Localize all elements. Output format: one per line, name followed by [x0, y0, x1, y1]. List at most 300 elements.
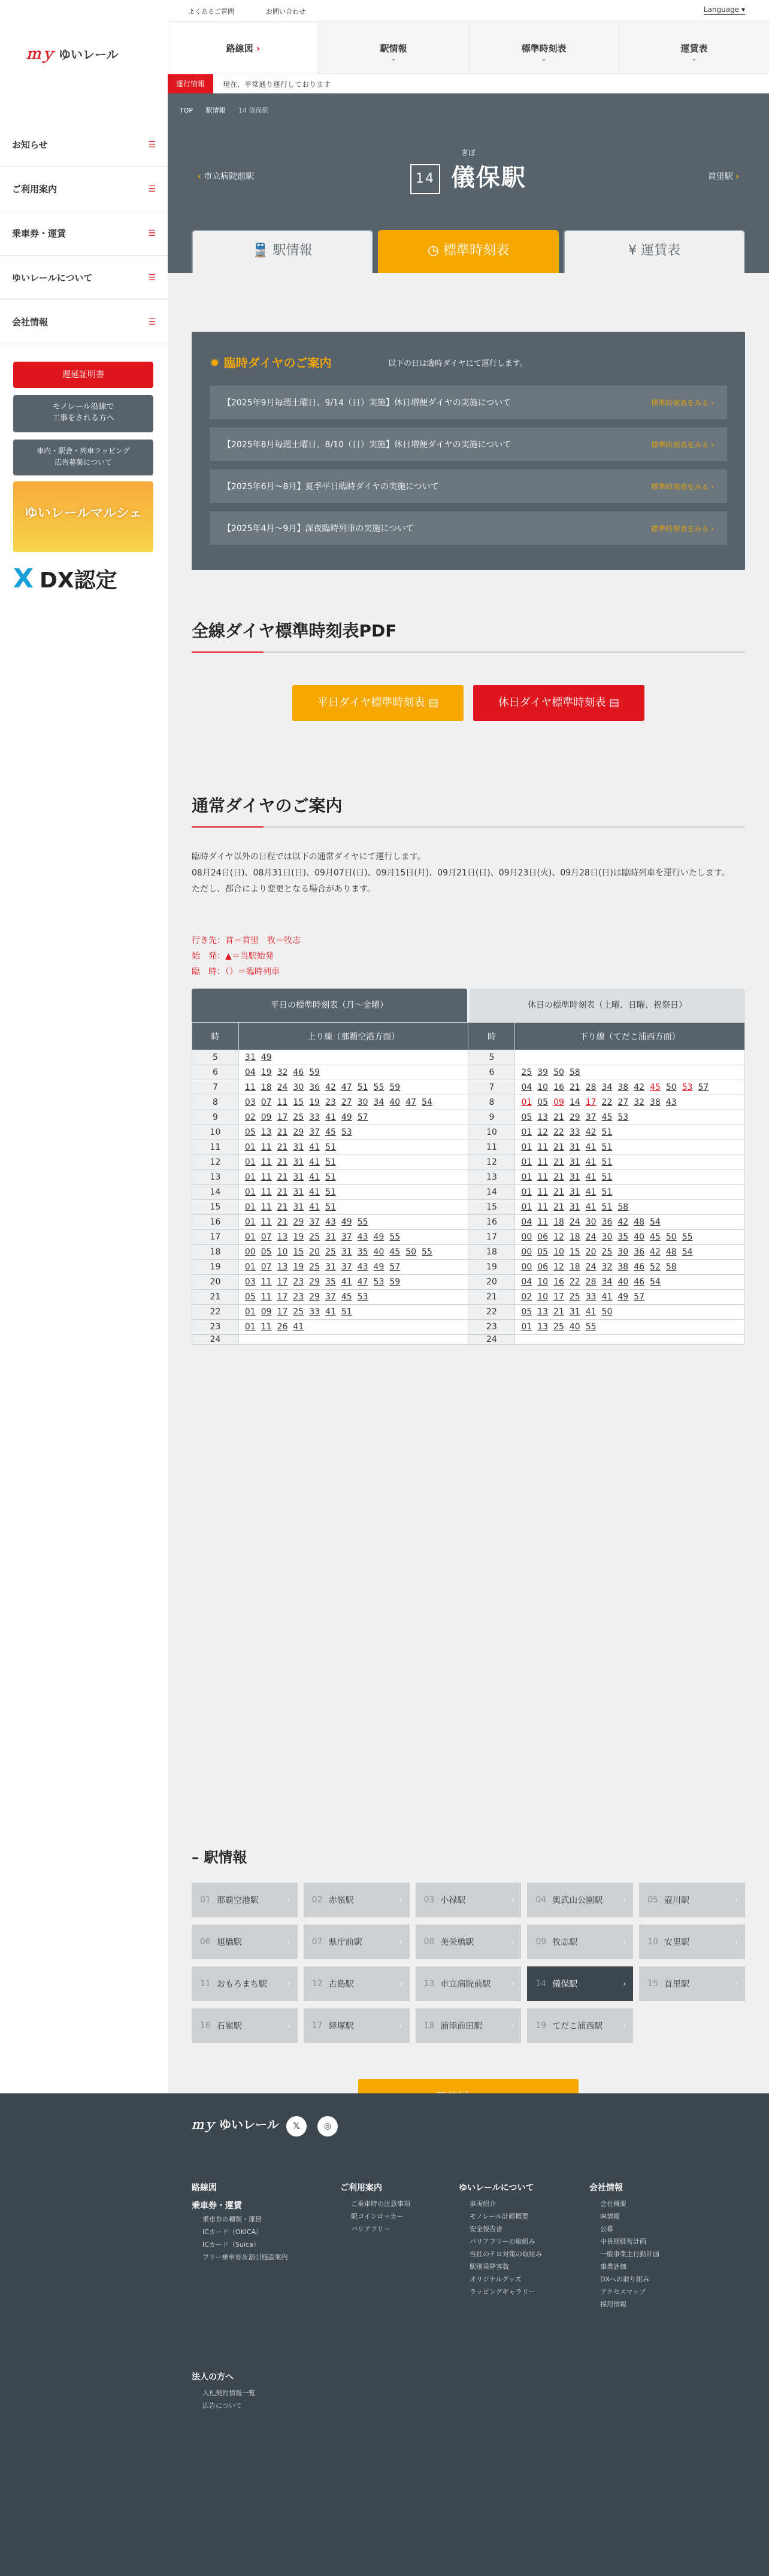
- departure-minute[interactable]: 35: [617, 1232, 629, 1242]
- departure-minute[interactable]: 01: [521, 1172, 532, 1182]
- departure-minute[interactable]: 18: [261, 1083, 272, 1092]
- departure-minute[interactable]: 24: [585, 1232, 597, 1242]
- nav-timetable[interactable]: 標準時刻表 ⌄: [468, 22, 619, 74]
- sidebar-item-company[interactable]: 会社情報 ☰: [0, 300, 168, 344]
- station-card[interactable]: [304, 1883, 410, 1917]
- tab-holiday[interactable]: 休日の標準時刻表（土曜、日曜、祝祭日）: [470, 989, 745, 1022]
- departure-minute[interactable]: 21: [553, 1172, 564, 1182]
- departure-minute[interactable]: 34: [601, 1083, 613, 1092]
- departure-minute[interactable]: 41: [309, 1142, 320, 1152]
- departure-minute[interactable]: 04: [521, 1083, 532, 1092]
- departure-minute[interactable]: 04: [521, 1217, 532, 1227]
- departure-minute[interactable]: 21: [553, 1142, 564, 1152]
- departure-minute[interactable]: 31: [244, 1053, 256, 1062]
- departure-minute[interactable]: 06: [537, 1232, 549, 1242]
- departure-minute[interactable]: 51: [601, 1187, 613, 1197]
- departure-minute[interactable]: 17: [585, 1098, 597, 1107]
- departure-minute[interactable]: 25: [601, 1247, 613, 1257]
- footer-link[interactable]: 公募: [600, 2225, 613, 2233]
- departure-minute[interactable]: 22: [553, 1128, 564, 1137]
- departure-minute[interactable]: 22: [569, 1277, 580, 1287]
- departure-minute[interactable]: 11: [537, 1202, 549, 1212]
- departure-minute[interactable]: 21: [277, 1157, 288, 1167]
- station-card[interactable]: [416, 1966, 522, 2001]
- departure-minute[interactable]: 40: [569, 1322, 580, 1332]
- site-logo[interactable]: ｍｙ ゆいレール: [26, 46, 119, 62]
- footer-link[interactable]: 乗車券・運賃: [192, 2201, 242, 2211]
- departure-minute[interactable]: 03: [244, 1098, 256, 1107]
- ads-button[interactable]: 車内・駅舎・列車ラッピング 広告募集について: [13, 440, 153, 475]
- departure-minute[interactable]: 02: [244, 1113, 256, 1122]
- departure-minute[interactable]: 29: [293, 1128, 304, 1137]
- departure-minute[interactable]: 48: [634, 1217, 645, 1227]
- departure-minute[interactable]: 24: [277, 1083, 288, 1092]
- departure-minute[interactable]: 19: [293, 1232, 304, 1242]
- footer-link[interactable]: 法人の方へ: [192, 2372, 234, 2382]
- footer-link[interactable]: 広告について: [202, 2402, 242, 2410]
- departure-minute[interactable]: 13: [537, 1307, 549, 1317]
- departure-minute[interactable]: 39: [537, 1068, 549, 1077]
- departure-minute[interactable]: 33: [569, 1128, 580, 1137]
- departure-minute[interactable]: 05: [521, 1307, 532, 1317]
- departure-minute[interactable]: 14: [569, 1098, 580, 1107]
- departure-minute[interactable]: 34: [373, 1098, 384, 1107]
- footer-link[interactable]: 駅コインロッカー: [351, 2213, 404, 2220]
- departure-minute[interactable]: 01: [244, 1202, 256, 1212]
- departure-minute[interactable]: 37: [341, 1262, 352, 1272]
- departure-minute[interactable]: 00: [521, 1232, 532, 1242]
- departure-minute[interactable]: 11: [261, 1322, 272, 1332]
- footer-link[interactable]: ICカード（Suica）: [202, 2241, 260, 2248]
- departure-minute[interactable]: 42: [617, 1217, 629, 1227]
- departure-minute[interactable]: 19: [261, 1068, 272, 1077]
- departure-minute[interactable]: 21: [569, 1083, 580, 1092]
- prev-station-link[interactable]: ‹ 市立病院前駅: [198, 172, 255, 181]
- footer-link[interactable]: ゆいレールについて: [459, 2183, 534, 2193]
- departure-minute[interactable]: 31: [569, 1187, 580, 1197]
- footer-link[interactable]: 採用情報: [600, 2301, 626, 2308]
- departure-minute[interactable]: 58: [569, 1068, 580, 1077]
- departure-minute[interactable]: 41: [585, 1172, 597, 1182]
- x-icon[interactable]: 𝕏: [286, 2116, 307, 2136]
- footer-link[interactable]: 一般事業主行動計画: [600, 2250, 659, 2258]
- departure-minute[interactable]: 29: [569, 1113, 580, 1122]
- departure-minute[interactable]: 31: [293, 1202, 304, 1212]
- departure-minute[interactable]: 21: [553, 1113, 564, 1122]
- departure-minute[interactable]: 54: [682, 1247, 693, 1257]
- departure-minute[interactable]: 21: [553, 1202, 564, 1212]
- departure-minute[interactable]: 55: [422, 1247, 432, 1257]
- departure-minute[interactable]: 59: [389, 1083, 401, 1092]
- departure-minute[interactable]: 23: [293, 1292, 304, 1302]
- departure-minute[interactable]: 21: [277, 1172, 288, 1182]
- departure-minute[interactable]: 46: [293, 1068, 304, 1077]
- tab-station-info[interactable]: 🚆 駅情報: [192, 230, 373, 273]
- departure-minute[interactable]: 21: [277, 1142, 288, 1152]
- departure-minute[interactable]: 32: [277, 1068, 288, 1077]
- departure-minute[interactable]: 10: [277, 1247, 288, 1257]
- footer-link[interactable]: フリー乗車券＆割引施設案内: [202, 2253, 288, 2261]
- departure-minute[interactable]: 05: [244, 1128, 256, 1137]
- weekday-pdf-button[interactable]: 平日ダイヤ標準時刻表 ▤: [292, 685, 464, 721]
- station-card[interactable]: [639, 1925, 745, 1959]
- footer-link[interactable]: 乗車券の種類・運賃: [202, 2216, 262, 2223]
- departure-minute[interactable]: 30: [357, 1098, 368, 1107]
- station-card[interactable]: [192, 1925, 298, 1959]
- departure-minute[interactable]: 11: [261, 1157, 272, 1167]
- departure-minute[interactable]: 30: [293, 1083, 304, 1092]
- station-card[interactable]: [639, 1966, 745, 2001]
- departure-minute[interactable]: 47: [341, 1083, 352, 1092]
- departure-minute[interactable]: 00: [521, 1262, 532, 1272]
- departure-minute[interactable]: 07: [261, 1262, 272, 1272]
- departure-minute[interactable]: 43: [357, 1262, 368, 1272]
- departure-minute[interactable]: 47: [405, 1098, 417, 1107]
- tab-weekday[interactable]: 平日の標準時刻表（月〜金曜）: [192, 989, 467, 1022]
- departure-minute[interactable]: 13: [537, 1322, 549, 1332]
- departure-minute[interactable]: 37: [325, 1292, 336, 1302]
- contact-link[interactable]: お問い合わせ: [266, 8, 305, 16]
- departure-minute[interactable]: 21: [277, 1128, 288, 1137]
- nav-station-info[interactable]: 駅情報 ⌄: [318, 22, 468, 74]
- departure-minute[interactable]: 17: [553, 1292, 564, 1302]
- departure-minute[interactable]: 01: [244, 1322, 256, 1332]
- departure-minute[interactable]: 57: [698, 1083, 709, 1092]
- departure-minute[interactable]: 01: [521, 1142, 532, 1152]
- departure-minute[interactable]: 41: [309, 1187, 320, 1197]
- departure-minute[interactable]: 41: [585, 1187, 597, 1197]
- operation-status-label[interactable]: 運行情報: [168, 74, 213, 93]
- temporary-item[interactable]: 【2025年9月毎週土曜日、9/14（日）実施】休日増便ダイヤの実施について 標準時刻表をみる ›: [210, 386, 727, 419]
- departure-minute[interactable]: 43: [357, 1232, 368, 1242]
- departure-minute[interactable]: 53: [682, 1083, 693, 1092]
- departure-minute[interactable]: 25: [569, 1292, 580, 1302]
- departure-minute[interactable]: 45: [325, 1128, 336, 1137]
- departure-minute[interactable]: 01: [244, 1232, 256, 1242]
- departure-minute[interactable]: 23: [293, 1277, 304, 1287]
- departure-minute[interactable]: 45: [650, 1083, 661, 1092]
- departure-minute[interactable]: 38: [617, 1083, 629, 1092]
- departure-minute[interactable]: 42: [650, 1247, 661, 1257]
- departure-minute[interactable]: 34: [601, 1277, 613, 1287]
- temporary-item[interactable]: 【2025年4月～9月】深夜臨時列車の実施について 標準時刻表をみる ›: [210, 511, 727, 545]
- departure-minute[interactable]: 50: [601, 1307, 613, 1317]
- departure-minute[interactable]: 11: [261, 1142, 272, 1152]
- footer-link[interactable]: ご乗車時の注意事項: [351, 2200, 410, 2208]
- dx-banner[interactable]: X DX認定: [13, 563, 117, 594]
- departure-minute[interactable]: 25: [293, 1307, 304, 1317]
- departure-minute[interactable]: 25: [309, 1262, 320, 1272]
- footer-link[interactable]: 当社のテロ対策の取組み: [470, 2250, 542, 2258]
- departure-minute[interactable]: 11: [261, 1277, 272, 1287]
- departure-minute[interactable]: 18: [553, 1217, 564, 1227]
- footer-link[interactable]: バリアフリーの取組み: [470, 2238, 535, 2245]
- holiday-pdf-button[interactable]: 休日ダイヤ標準時刻表 ▤: [473, 685, 644, 721]
- departure-minute[interactable]: 41: [341, 1277, 352, 1287]
- departure-minute[interactable]: 46: [634, 1262, 645, 1272]
- departure-minute[interactable]: 43: [325, 1217, 336, 1227]
- footer-link[interactable]: 車両紹介: [470, 2200, 496, 2208]
- departure-minute[interactable]: 54: [650, 1217, 661, 1227]
- departure-minute[interactable]: 51: [601, 1142, 613, 1152]
- departure-minute[interactable]: 41: [309, 1172, 320, 1182]
- departure-minute[interactable]: 47: [357, 1277, 368, 1287]
- station-card[interactable]: [527, 1966, 633, 2001]
- instagram-icon[interactable]: ◎: [317, 2116, 338, 2136]
- departure-minute[interactable]: 30: [601, 1232, 613, 1242]
- station-card[interactable]: [527, 1925, 633, 1959]
- departure-minute[interactable]: 53: [341, 1128, 352, 1137]
- departure-minute[interactable]: 00: [244, 1247, 256, 1257]
- departure-minute[interactable]: 31: [569, 1202, 580, 1212]
- departure-minute[interactable]: 55: [585, 1322, 597, 1332]
- departure-minute[interactable]: 17: [277, 1307, 288, 1317]
- departure-minute[interactable]: 18: [569, 1262, 580, 1272]
- departure-minute[interactable]: 43: [665, 1098, 677, 1107]
- departure-minute[interactable]: 41: [585, 1157, 597, 1167]
- departure-minute[interactable]: 25: [293, 1113, 304, 1122]
- departure-minute[interactable]: 25: [325, 1247, 336, 1257]
- departure-minute[interactable]: 31: [569, 1172, 580, 1182]
- departure-minute[interactable]: 40: [373, 1247, 384, 1257]
- departure-minute[interactable]: 01: [521, 1187, 532, 1197]
- departure-minute[interactable]: 10: [537, 1292, 549, 1302]
- departure-minute[interactable]: 33: [309, 1113, 320, 1122]
- departure-minute[interactable]: 31: [569, 1157, 580, 1167]
- departure-minute[interactable]: 55: [389, 1232, 401, 1242]
- footer-link[interactable]: 会社概要: [600, 2200, 626, 2208]
- departure-minute[interactable]: 17: [277, 1113, 288, 1122]
- departure-minute[interactable]: 55: [357, 1217, 368, 1227]
- tab-timetable[interactable]: ◷ 標準時刻表: [378, 230, 559, 273]
- departure-minute[interactable]: 45: [389, 1247, 401, 1257]
- delay-certificate-button[interactable]: 遅延証明書: [13, 362, 153, 388]
- departure-minute[interactable]: 19: [293, 1262, 304, 1272]
- departure-minute[interactable]: 21: [553, 1307, 564, 1317]
- departure-minute[interactable]: 21: [553, 1157, 564, 1167]
- departure-minute[interactable]: 04: [244, 1068, 256, 1077]
- temporary-item[interactable]: 【2025年6月～8月】夏季平日臨時ダイヤの実施について 標準時刻表をみる ›: [210, 469, 727, 503]
- departure-minute[interactable]: 17: [277, 1277, 288, 1287]
- footer-link[interactable]: 駅別乗降客数: [470, 2263, 509, 2271]
- departure-minute[interactable]: 15: [293, 1098, 304, 1107]
- departure-minute[interactable]: 50: [665, 1083, 677, 1092]
- sidebar-item-about[interactable]: ゆいレールについて ☰: [0, 256, 168, 300]
- tab-fare[interactable]: ¥ 運賃表: [564, 230, 745, 273]
- faq-link[interactable]: よくあるご質問: [188, 8, 234, 16]
- departure-minute[interactable]: 37: [585, 1113, 597, 1122]
- departure-minute[interactable]: 51: [325, 1157, 336, 1167]
- departure-minute[interactable]: 40: [389, 1098, 401, 1107]
- departure-minute[interactable]: 30: [585, 1217, 597, 1227]
- departure-minute[interactable]: 25: [553, 1322, 564, 1332]
- footer-link[interactable]: 安全報告書: [470, 2225, 502, 2233]
- departure-minute[interactable]: 38: [650, 1098, 661, 1107]
- departure-minute[interactable]: 13: [537, 1113, 549, 1122]
- departure-minute[interactable]: 15: [569, 1247, 580, 1257]
- departure-minute[interactable]: 01: [244, 1307, 256, 1317]
- departure-minute[interactable]: 31: [293, 1157, 304, 1167]
- footer-link[interactable]: 中長期経営計画: [600, 2238, 646, 2245]
- station-card[interactable]: [304, 2008, 410, 2043]
- departure-minute[interactable]: 21: [277, 1202, 288, 1212]
- departure-minute[interactable]: 57: [357, 1113, 368, 1122]
- language-selector[interactable]: Language ▾: [703, 5, 745, 14]
- departure-minute[interactable]: 01: [244, 1217, 256, 1227]
- departure-minute[interactable]: 24: [585, 1262, 597, 1272]
- footer-link[interactable]: モノレール計画概要: [470, 2213, 529, 2220]
- departure-minute[interactable]: 12: [553, 1262, 564, 1272]
- departure-minute[interactable]: 18: [569, 1232, 580, 1242]
- departure-minute[interactable]: 36: [601, 1217, 613, 1227]
- temporary-item[interactable]: 【2025年8月毎週土曜日、8/10（日）実施】休日増便ダイヤの実施について 標準時刻表をみる ›: [210, 428, 727, 461]
- departure-minute[interactable]: 23: [325, 1098, 336, 1107]
- departure-minute[interactable]: 41: [293, 1322, 304, 1332]
- departure-minute[interactable]: 15: [293, 1247, 304, 1257]
- departure-minute[interactable]: 41: [325, 1113, 336, 1122]
- departure-minute[interactable]: 11: [537, 1217, 549, 1227]
- departure-minute[interactable]: 11: [537, 1142, 549, 1152]
- departure-minute[interactable]: 59: [309, 1068, 320, 1077]
- departure-minute[interactable]: 01: [244, 1262, 256, 1272]
- departure-minute[interactable]: 37: [341, 1232, 352, 1242]
- departure-minute[interactable]: 29: [293, 1217, 304, 1227]
- departure-minute[interactable]: 24: [569, 1217, 580, 1227]
- departure-minute[interactable]: 45: [341, 1292, 352, 1302]
- departure-minute[interactable]: 11: [277, 1098, 288, 1107]
- station-card[interactable]: [416, 2008, 522, 2043]
- station-card[interactable]: [639, 1883, 745, 1917]
- departure-minute[interactable]: 11: [261, 1292, 272, 1302]
- departure-minute[interactable]: 11: [261, 1187, 272, 1197]
- departure-minute[interactable]: 36: [309, 1083, 320, 1092]
- departure-minute[interactable]: 49: [373, 1232, 384, 1242]
- departure-minute[interactable]: 05: [244, 1292, 256, 1302]
- departure-minute[interactable]: 27: [617, 1098, 629, 1107]
- departure-minute[interactable]: 42: [585, 1128, 597, 1137]
- departure-minute[interactable]: 31: [569, 1142, 580, 1152]
- departure-minute[interactable]: 52: [650, 1262, 661, 1272]
- departure-minute[interactable]: 53: [357, 1292, 368, 1302]
- departure-minute[interactable]: 37: [309, 1217, 320, 1227]
- departure-minute[interactable]: 05: [537, 1098, 549, 1107]
- departure-minute[interactable]: 46: [634, 1277, 645, 1287]
- departure-minute[interactable]: 06: [537, 1262, 549, 1272]
- departure-minute[interactable]: 49: [261, 1053, 272, 1062]
- departure-minute[interactable]: 35: [357, 1247, 368, 1257]
- footer-link[interactable]: アクセスマップ: [600, 2288, 646, 2296]
- departure-minute[interactable]: 40: [617, 1277, 629, 1287]
- footer-link[interactable]: 路線図: [192, 2183, 217, 2193]
- departure-minute[interactable]: 32: [601, 1262, 613, 1272]
- departure-minute[interactable]: 17: [277, 1292, 288, 1302]
- departure-minute[interactable]: 57: [389, 1262, 401, 1272]
- departure-minute[interactable]: 51: [601, 1172, 613, 1182]
- departure-minute[interactable]: 49: [617, 1292, 629, 1302]
- departure-minute[interactable]: 29: [309, 1292, 320, 1302]
- station-card[interactable]: [304, 1966, 410, 2001]
- departure-minute[interactable]: 49: [341, 1217, 352, 1227]
- departure-minute[interactable]: 21: [277, 1217, 288, 1227]
- departure-minute[interactable]: 01: [244, 1172, 256, 1182]
- departure-minute[interactable]: 42: [325, 1083, 336, 1092]
- departure-minute[interactable]: 19: [309, 1098, 320, 1107]
- departure-minute[interactable]: 41: [309, 1202, 320, 1212]
- sidebar-item-guide[interactable]: ご利用案内 ☰: [0, 167, 168, 211]
- departure-minute[interactable]: 41: [585, 1202, 597, 1212]
- departure-minute[interactable]: 45: [601, 1113, 613, 1122]
- departure-minute[interactable]: 05: [537, 1247, 549, 1257]
- departure-minute[interactable]: 42: [634, 1083, 645, 1092]
- departure-minute[interactable]: 26: [277, 1322, 288, 1332]
- departure-minute[interactable]: 28: [585, 1277, 597, 1287]
- station-card[interactable]: [192, 1966, 298, 2001]
- departure-minute[interactable]: 16: [553, 1083, 564, 1092]
- departure-minute[interactable]: 28: [585, 1083, 597, 1092]
- departure-minute[interactable]: 02: [521, 1292, 532, 1302]
- footer-link[interactable]: オリジナルグッズ: [470, 2275, 522, 2283]
- departure-minute[interactable]: 51: [325, 1172, 336, 1182]
- departure-minute[interactable]: 51: [357, 1083, 368, 1092]
- departure-minute[interactable]: 10: [553, 1247, 564, 1257]
- departure-minute[interactable]: 58: [665, 1262, 677, 1272]
- departure-minute[interactable]: 11: [244, 1083, 256, 1092]
- departure-minute[interactable]: 01: [521, 1202, 532, 1212]
- departure-minute[interactable]: 27: [341, 1098, 352, 1107]
- footer-link[interactable]: DXへの取り組み: [600, 2275, 650, 2283]
- departure-minute[interactable]: 41: [325, 1307, 336, 1317]
- station-card[interactable]: [416, 1925, 522, 1959]
- departure-minute[interactable]: 09: [553, 1098, 564, 1107]
- station-card[interactable]: [527, 1883, 633, 1917]
- departure-minute[interactable]: 21: [553, 1187, 564, 1197]
- departure-minute[interactable]: 21: [277, 1187, 288, 1197]
- departure-minute[interactable]: 12: [553, 1232, 564, 1242]
- departure-minute[interactable]: 11: [537, 1187, 549, 1197]
- departure-minute[interactable]: 13: [261, 1128, 272, 1137]
- sidebar-item-tickets[interactable]: 乗車券・運賃 ☰: [0, 211, 168, 256]
- departure-minute[interactable]: 10: [537, 1083, 549, 1092]
- departure-minute[interactable]: 51: [601, 1157, 613, 1167]
- footer-link[interactable]: ラッピングギャラリー: [470, 2288, 535, 2296]
- departure-minute[interactable]: 00: [521, 1247, 532, 1257]
- departure-minute[interactable]: 22: [601, 1098, 613, 1107]
- departure-minute[interactable]: 09: [261, 1113, 272, 1122]
- departure-minute[interactable]: 32: [634, 1098, 645, 1107]
- departure-minute[interactable]: 41: [585, 1142, 597, 1152]
- construction-button[interactable]: モノレール沿線で 工事をされる方へ: [13, 395, 153, 432]
- departure-minute[interactable]: 31: [325, 1262, 336, 1272]
- station-card[interactable]: [192, 2008, 298, 2043]
- departure-minute[interactable]: 49: [373, 1262, 384, 1272]
- next-station-link[interactable]: 首里駅 ›: [707, 172, 739, 181]
- departure-minute[interactable]: 57: [634, 1292, 645, 1302]
- breadcrumb-station-info[interactable]: 駅情報: [205, 107, 226, 114]
- departure-minute[interactable]: 40: [634, 1232, 645, 1242]
- footer-link[interactable]: バリアフリー: [351, 2225, 390, 2233]
- departure-minute[interactable]: 11: [261, 1202, 272, 1212]
- departure-minute[interactable]: 13: [277, 1262, 288, 1272]
- departure-minute[interactable]: 41: [309, 1157, 320, 1167]
- nav-fare[interactable]: 運賃表 ⌄: [619, 22, 769, 74]
- departure-minute[interactable]: 54: [422, 1098, 432, 1107]
- departure-minute[interactable]: 11: [261, 1172, 272, 1182]
- departure-minute[interactable]: 10: [537, 1277, 549, 1287]
- departure-minute[interactable]: 55: [373, 1083, 384, 1092]
- departure-minute[interactable]: 09: [261, 1307, 272, 1317]
- departure-minute[interactable]: 01: [521, 1322, 532, 1332]
- departure-minute[interactable]: 25: [521, 1068, 532, 1077]
